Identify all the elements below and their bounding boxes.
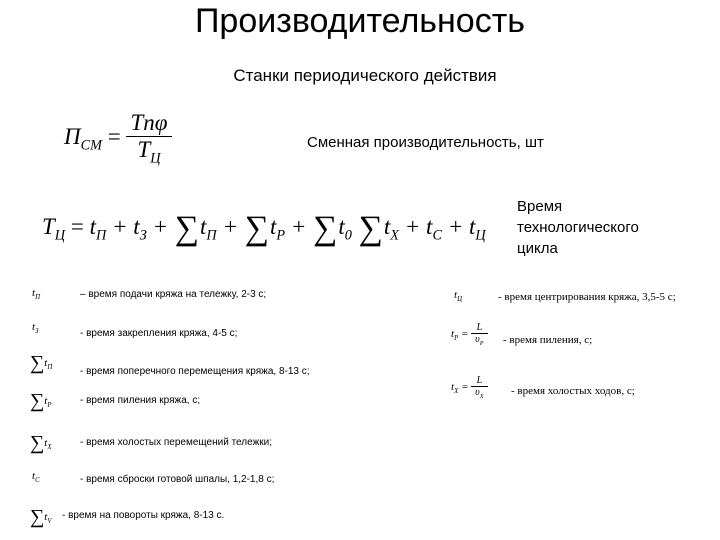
symbol-t-x-formula: $t_Х$ = $\frac{L}{\upsilon_Х}$ <box>451 375 488 400</box>
term-desc-clamp: - время закрепления кряжа, 4-5 с; <box>80 328 238 339</box>
symbol-t-ts: $t_Ц$ <box>454 289 462 304</box>
symbol-t-p: $t_П$ <box>32 287 40 302</box>
symbol-sum-t-x: $\sum t_Х$ <box>30 432 52 454</box>
shift-productivity-formula: $П_{СМ}$ = $\frac{\text{Tnφ}}{T_Ц}$ <box>64 110 172 168</box>
cycle-time-note: Время технологического цикла <box>517 198 639 257</box>
term-desc-turn: - время на повороты кряжа, 8-13 с. <box>62 510 225 521</box>
term-desc-feed: – время подачи кряжа на тележку, 2-3 с; <box>80 289 267 300</box>
term-desc-sawing: - время пиления кряжа, с; <box>80 395 201 406</box>
symbol-t-z: $t_З$ <box>32 321 39 336</box>
cycle-time-formula: $T_Ц = t_П + t_З + \sum t_П + \sum t_Р + \sum t_0$ $\sum t_Х + t_С + t_Ц$ <box>42 210 486 247</box>
symbol-sum-t-r: $\sum t_Р$ <box>30 390 52 412</box>
symbol-sum-t-v: $\sum t_V$ <box>30 506 52 528</box>
term-desc-sawing-time: - время пиления, с; <box>503 334 593 346</box>
page-title: Производительность <box>194 2 525 40</box>
term-desc-drop: - время сброски готовой шпалы, 1,2-1,8 с; <box>80 474 275 485</box>
term-desc-transverse: - время поперечного перемещения кряжа, 8-13 с; <box>80 366 310 377</box>
term-desc-centering: - время центрирования кряжа, 3,5-5 с; <box>498 291 676 303</box>
shift-productivity-note: Сменная производительность, шт <box>307 134 544 151</box>
term-desc-idle-run: - время холостых ходов, с; <box>511 385 635 397</box>
page-subtitle: Станки периодического действия <box>233 66 497 85</box>
symbol-t-c: $t_С$ <box>32 470 40 485</box>
symbol-t-r-formula: $t_Р$ = $\frac{L}{\upsilon_Р}$ <box>451 322 488 347</box>
term-desc-idle: - время холостых перемещений тележки; <box>80 437 272 448</box>
symbol-sum-t-p: $\sum t_П$ <box>30 352 53 374</box>
